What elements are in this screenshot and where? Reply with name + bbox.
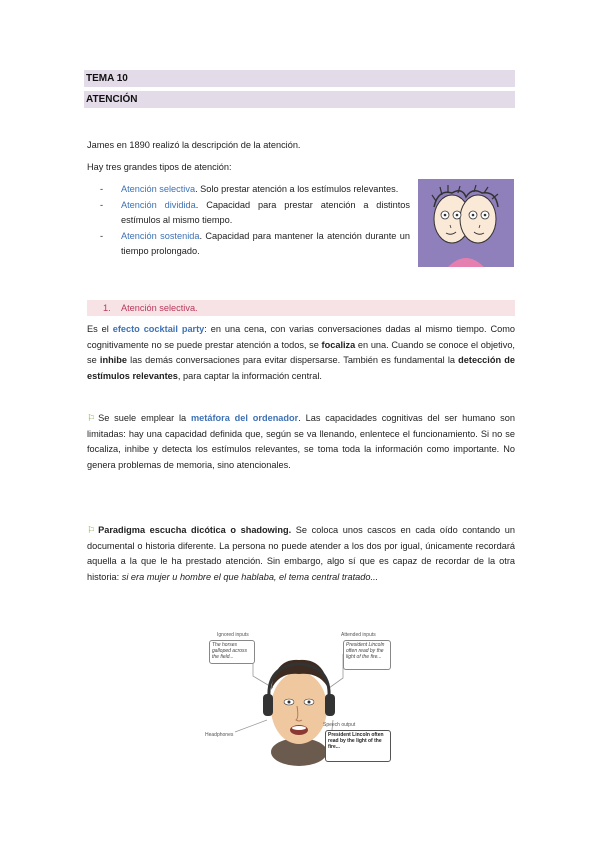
section-heading-selective-attention (87, 300, 515, 316)
two-faces-illustration (418, 179, 514, 267)
type-name: Atención dividida (121, 199, 196, 210)
attended-inputs-label: Attended inputs (341, 632, 376, 638)
type-desc: . Capacidad para prestar atención a distintos estímulos al mismo tiempo. (121, 199, 410, 225)
type-name: Atención selectiva (121, 184, 196, 194)
term-focaliza: focaliza (321, 339, 356, 350)
ignored-inputs-label: Ignored inputs (217, 632, 249, 638)
paragraph-computer-metaphor: ⚐ Se suele emplear la metáfora del ordenador. Las capacidades cognitivas del ser humano son limitadas: hay una capacidad definida que, según se va llenando, enlentece el funcionamiento. Si no se focaliza, inhibe y detecta los estímulos relevantes, se toma toda la información como importante. No genera problemas de memoria, sino atencionales. (87, 413, 515, 470)
flag-icon: ⚐ (87, 525, 96, 535)
term-cocktail-party: efecto cocktail party (112, 324, 205, 334)
intro-line-2: Hay tres grandes tipos de atención: (87, 162, 232, 172)
section-number: 1. (103, 303, 111, 313)
term-shadowing: Paradigma escucha dicótica o shadowing. (98, 525, 292, 535)
type-desc: . Capacidad para mantener la atención durante un tiempo prolongado. (121, 230, 410, 256)
type-desc: . Solo prestar atención a los estímulos relevantes. (195, 184, 399, 194)
tema-band (84, 70, 515, 87)
ignored-inputs-box: The horses galloped across the field... (209, 640, 255, 664)
title-band (84, 91, 515, 108)
term-metafora-ordenador: metáfora del ordenador (191, 413, 299, 423)
term-inhibe: inhibe (99, 355, 127, 365)
flag-icon: ⚐ (87, 413, 96, 423)
speech-output-label: Speech output (323, 722, 356, 728)
attention-types-list (100, 182, 410, 260)
term-deteccion: detección de estímulos relevantes (87, 355, 515, 381)
list-item: - Atención dividida. Capacidad para prestar atención a distintos estímulos al mismo tiempo. (100, 199, 410, 225)
headphones-label: Headphones (205, 732, 234, 738)
dichotic-listening-figure (201, 628, 397, 766)
tema-label: TEMA 10 (86, 73, 128, 84)
section-title: Atención selectiva. (121, 303, 198, 313)
page-title: ATENCIÓN (86, 94, 138, 105)
attended-inputs-box: President Lincoln often read by the light of the fire... (343, 640, 391, 670)
speech-output-box: President Lincoln often read by the light of the fire... (325, 730, 391, 762)
list-item: - Atención selectiva. Solo prestar atención a los estímulos relevantes. (100, 184, 399, 194)
intro-line-1: James en 1890 realizó la descripción de la atención. (87, 140, 301, 150)
paragraph-cocktail-party: Es el efecto cocktail party: en una cena, con varias conversaciones dadas al mismo tiempo. Como cognitivamente no se puede prestar atención a todos, se focaliza en una. Cuando se conoce el objetivo, se inhibe las demás conversaciones para evitar dispersarse. También es fundamental la detección de estímulos relevantes, para captar la información central. (87, 324, 515, 381)
list-item: - Atención sostenida. Capacidad para mantener la atención durante un tiempo prolongado. (100, 230, 410, 256)
type-name: Atención sostenida (121, 230, 200, 241)
paragraph-shadowing: ⚐ Paradigma escucha dicótica o shadowing. Se coloca unos cascos en cada oído contando un documental o historia diferente. La persona no puede atender a los dos por igual, únicamente recordará aquella a la que le ha prestado atención. Sin embargo, algo sí que es capaz de recordar de la otra historia: si era mujer u hombre el que hablaba, el tema central tratado... (87, 525, 515, 582)
